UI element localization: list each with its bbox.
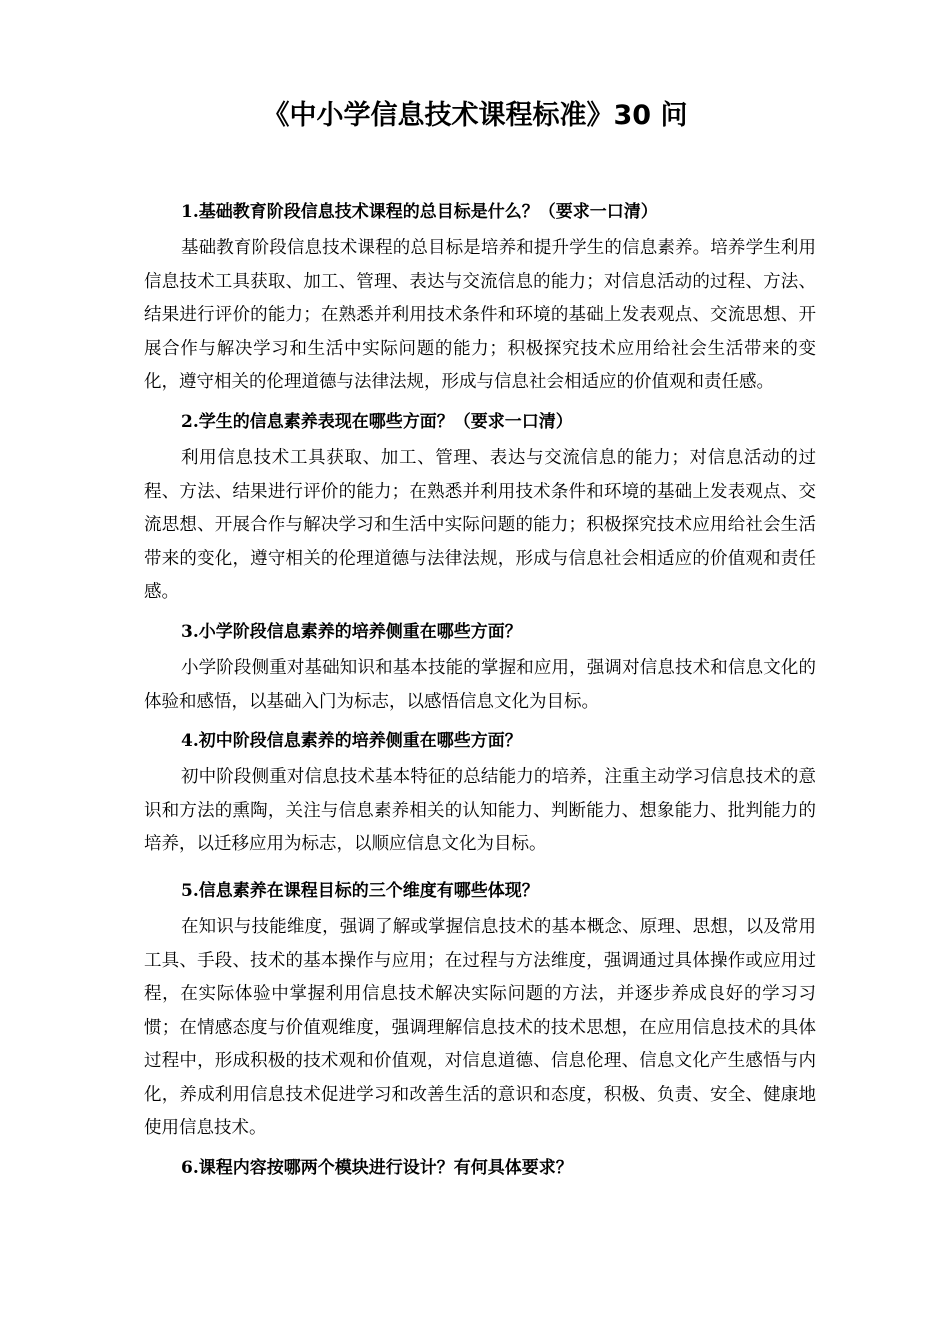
qa-item-2 [144,407,816,610]
qa-item-5 [144,876,816,1146]
document-title: 《中小学信息技术课程标准》30 问 [262,100,688,131]
qa-item-3 [144,617,816,719]
question-heading: 5.信息素养在课程目标的三个维度有哪些体现？ [181,880,539,901]
document-body [144,197,816,1188]
qa-item-1 [144,197,816,400]
question-heading: 3.小学阶段信息素养的培养侧重在哪些方面？ [181,621,522,642]
question-heading: 1.基础教育阶段信息技术课程的总目标是什么？（要求一口清） [181,202,658,222]
qa-item-6 [144,1153,816,1183]
answer-paragraph: 在知识与技能维度，强调了解或掌握信息技术的基本概念、原理、思想，以及常用工具、手段、技术的基本操作与应用；在过程与方法维度，强调通过具体操作或应用过程，在实际体验中掌握利用信息技术解决实际问题的方法，并逐步养成良好的学习习惯；在情感态度与价值观维度，强调理解信息技术的技术思想，在应用信息技术的具体过程中，形成积极的技术观和价值观，对信息道德、信息伦理、信息文化产生感悟与内化，养成利用信息技术促进学习和改善生活的意识和态度，积极、负责、安全、健康地使用信息技术。 [144,916,816,1139]
question-heading: 6.课程内容按哪两个模块进行设计？有何具体要求？ [181,1158,573,1179]
answer-paragraph: 基础教育阶段信息技术课程的总目标是培养和提升学生的信息素养。培养学生利用信息技术工具获取、加工、管理、表达与交流信息的能力；对信息活动的过程、方法、结果进行评价的能力；在熟悉并利用技术条件和环境的基础上发表观点、交流思想、开展合作与解决学习和生活中实际问题的能力；积极探究技术应用给社会生活带来的变化，遵守相关的伦理道德与法律法规，形成与信息社会相适应的价值观和责任感。 [144,238,816,393]
answer-paragraph: 初中阶段侧重对信息技术基本特征的总结能力的培养，注重主动学习信息技术的意识和方法的熏陶，关注与信息素养相关的认知能力、判断能力、想象能力、批判能力的培养，以迁移应用为标志，以顺应信息文化为目标。 [144,767,816,855]
question-heading: 2.学生的信息素养表现在哪些方面？（要求一口清） [181,411,573,432]
question-heading: 4.初中阶段信息素养的培养侧重在哪些方面？ [181,731,522,752]
answer-paragraph: 利用信息技术工具获取、加工、管理、表达与交流信息的能力；对信息活动的过程、方法、结果进行评价的能力；在熟悉并利用技术条件和环境的基础上发表观点、交流思想、开展合作与解决学习和生活中实际问题的能力；积极探究技术应用给社会生活带来的变化，遵守相关的伦理道德与法律法规，形成与信息社会相适应的价值观和责任感。 [144,447,816,603]
answer-paragraph: 小学阶段侧重对基础知识和基本技能的掌握和应用，强调对信息技术和信息文化的体验和感悟，以基础入门为标志，以感悟信息文化为目标。 [144,657,816,712]
qa-item-4 [144,726,816,862]
